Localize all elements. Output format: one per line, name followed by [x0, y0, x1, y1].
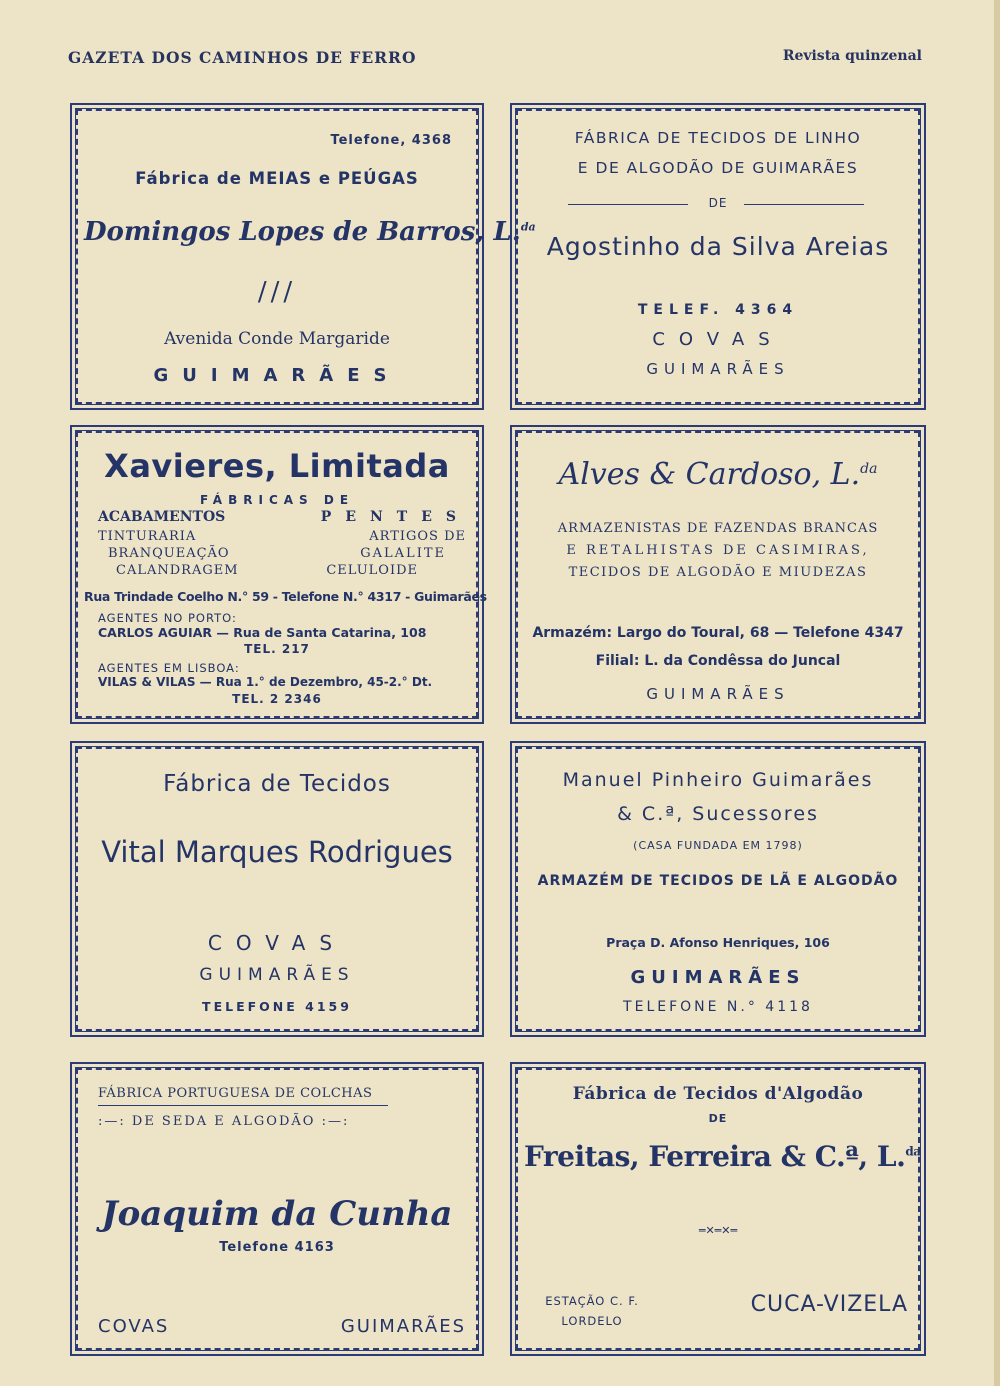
ad3-col2-item-3: CELULOIDE: [326, 563, 418, 578]
ad2-line2: E DE ALGODÃO DE GUIMARÃES: [577, 159, 859, 177]
ad2-de: DE: [708, 196, 728, 210]
ad6-founded: (CASA FUNDADA EM 1798): [633, 839, 803, 852]
ad3-porto-agent: CARLOS AGUIAR — Rua de Santa Catarina, 108: [98, 625, 427, 640]
ad3-col2-item-1: ARTIGOS DE: [369, 529, 466, 544]
ad2-city: GUIMARÃES: [646, 360, 790, 378]
ad-domingos-lopes: [70, 103, 536, 410]
ad8-de: DE: [708, 1112, 728, 1125]
ad2-rule-right: [744, 204, 864, 205]
ad3-lisboa-label: AGENTES EM LISBOA:: [98, 661, 240, 675]
ad1-company-name: Domingos Lopes de Barros, L.$^{da}$: [84, 217, 536, 247]
ad4-branch: Filial: L. da Condêssa do Juncal: [595, 653, 841, 669]
ad2-phone: TELEF. 4364: [637, 302, 799, 318]
ad2-company-name: Agostinho da Silva Areias: [546, 232, 890, 261]
page-header: [68, 48, 922, 70]
ad3-col1-item-3: CALANDRAGEM: [116, 563, 239, 578]
ad2-place: COVAS: [652, 329, 784, 350]
ad3-address: Rua Trindade Coelho N.° 59 - Telefone N.° 4317 - Guimarães: [84, 589, 487, 604]
journal-subtitle: Revista quinzenal: [782, 48, 922, 64]
ad3-col2-head: PENTES: [320, 509, 470, 525]
ad8-company-name: Freitas, Ferreira & C.ª, L.$^{da}$: [524, 1140, 921, 1173]
ad7-city: GUIMARÃES: [340, 1316, 466, 1337]
ad5-line1: Fábrica de Tecidos: [163, 771, 391, 797]
ad7-rule: [98, 1105, 388, 1106]
page-edge: [994, 0, 1000, 1386]
ad3-subtitle: FÁBRICAS DE: [199, 493, 355, 507]
ornament-icon: ═✕═✕═: [698, 1224, 738, 1237]
ad4-warehouse: Armazém: Largo do Toural, 68 — Telefone 4347: [532, 625, 904, 641]
ad-vital-marques: [70, 741, 484, 1037]
ad8-station-line1: ESTAÇÃO C. F.: [545, 1294, 639, 1308]
ad6-company-line1: Manuel Pinheiro Guimarães: [562, 769, 874, 791]
ad7-place: COVAS: [98, 1316, 170, 1337]
ad8-city: CUCA-VIZELA: [750, 1292, 908, 1317]
ad3-porto-label: AGENTES NO PORTO:: [98, 611, 237, 625]
ad4-city: GUIMARÃES: [646, 685, 790, 703]
ad7-phone: Telefone 4163: [219, 1240, 335, 1255]
ad3-lisboa-tel: TEL. 2 2346: [232, 692, 322, 706]
ad5-phone: TELEFONE 4159: [202, 999, 352, 1014]
ad4-desc-1: ARMAZENISTAS DE FAZENDAS BRANCAS: [557, 521, 879, 536]
ad3-porto-tel: TEL. 217: [244, 642, 310, 656]
ad1-address: Avenida Conde Margaride: [164, 329, 390, 349]
ad1-product-line: Fábrica de MEIAS e PEÚGAS: [135, 169, 419, 188]
ad3-col1-item-2: BRANQUEAÇÃO: [108, 546, 230, 561]
ad2-line1: FÁBRICA DE TECIDOS DE LINHO: [574, 129, 862, 147]
ad-freitas-ferreira: [510, 1062, 926, 1356]
ad3-col1-item-1: TINTURARIA: [98, 529, 197, 544]
ad6-description: ARMAZÉM DE TECIDOS DE LÃ E ALGODÃO: [537, 873, 899, 889]
ad4-company-name: Alves & Cardoso, L.$^{da}$: [558, 457, 878, 492]
ad6-city: GUIMARÃES: [630, 967, 806, 988]
ad1-phone: Telefone, 4368: [330, 133, 452, 148]
ad3-company-name: Xavieres, Limitada: [104, 447, 450, 485]
ad-joaquim-cunha: [70, 1062, 484, 1356]
ad8-line1: Fábrica de Tecidos d'Algodão: [572, 1084, 864, 1104]
ad-alves-cardoso: [510, 425, 926, 724]
ad5-company-name: Vital Marques Rodrigues: [101, 835, 453, 869]
ad6-company-line2: & C.ª, Sucessores: [617, 803, 819, 825]
ad1-city: GUIMARÃES: [153, 365, 401, 386]
ad4-desc-3: TECIDOS DE ALGODÃO E MIUDEZAS: [568, 565, 868, 580]
ad7-line1: FÁBRICA PORTUGUESA DE COLCHAS: [98, 1086, 373, 1101]
ad-xavieres: [70, 425, 487, 724]
ad6-address: Praça D. Afonso Henriques, 106: [606, 935, 830, 950]
journal-title: GAZETA DOS CAMINHOS DE FERRO: [68, 48, 417, 67]
ad-agostinho-areias: [510, 103, 926, 410]
ad1-mark: ///: [257, 277, 297, 307]
ad6-phone: TELEFONE N.° 4118: [623, 999, 813, 1015]
ad-manuel-pinheiro: [510, 741, 926, 1037]
ad3-lisboa-agent: VILAS & VILAS — Rua 1.° de Dezembro, 45-2.° Dt.: [98, 675, 433, 689]
ad4-desc-2: E RETALHISTAS DE CASIMIRAS,: [566, 543, 870, 558]
ad8-station-line2: LORDELO: [561, 1314, 623, 1328]
ad3-col1-head: ACABAMENTOS: [98, 509, 226, 525]
ad7-line2: :—: DE SEDA E ALGODÃO :—:: [98, 1114, 350, 1129]
ad5-place: COVAS: [207, 931, 347, 955]
ad3-col2-item-2: GALALITE: [360, 546, 446, 561]
ad5-city: GUIMARÃES: [199, 965, 355, 985]
ad7-company-name: Joaquim da Cunha: [101, 1194, 453, 1234]
